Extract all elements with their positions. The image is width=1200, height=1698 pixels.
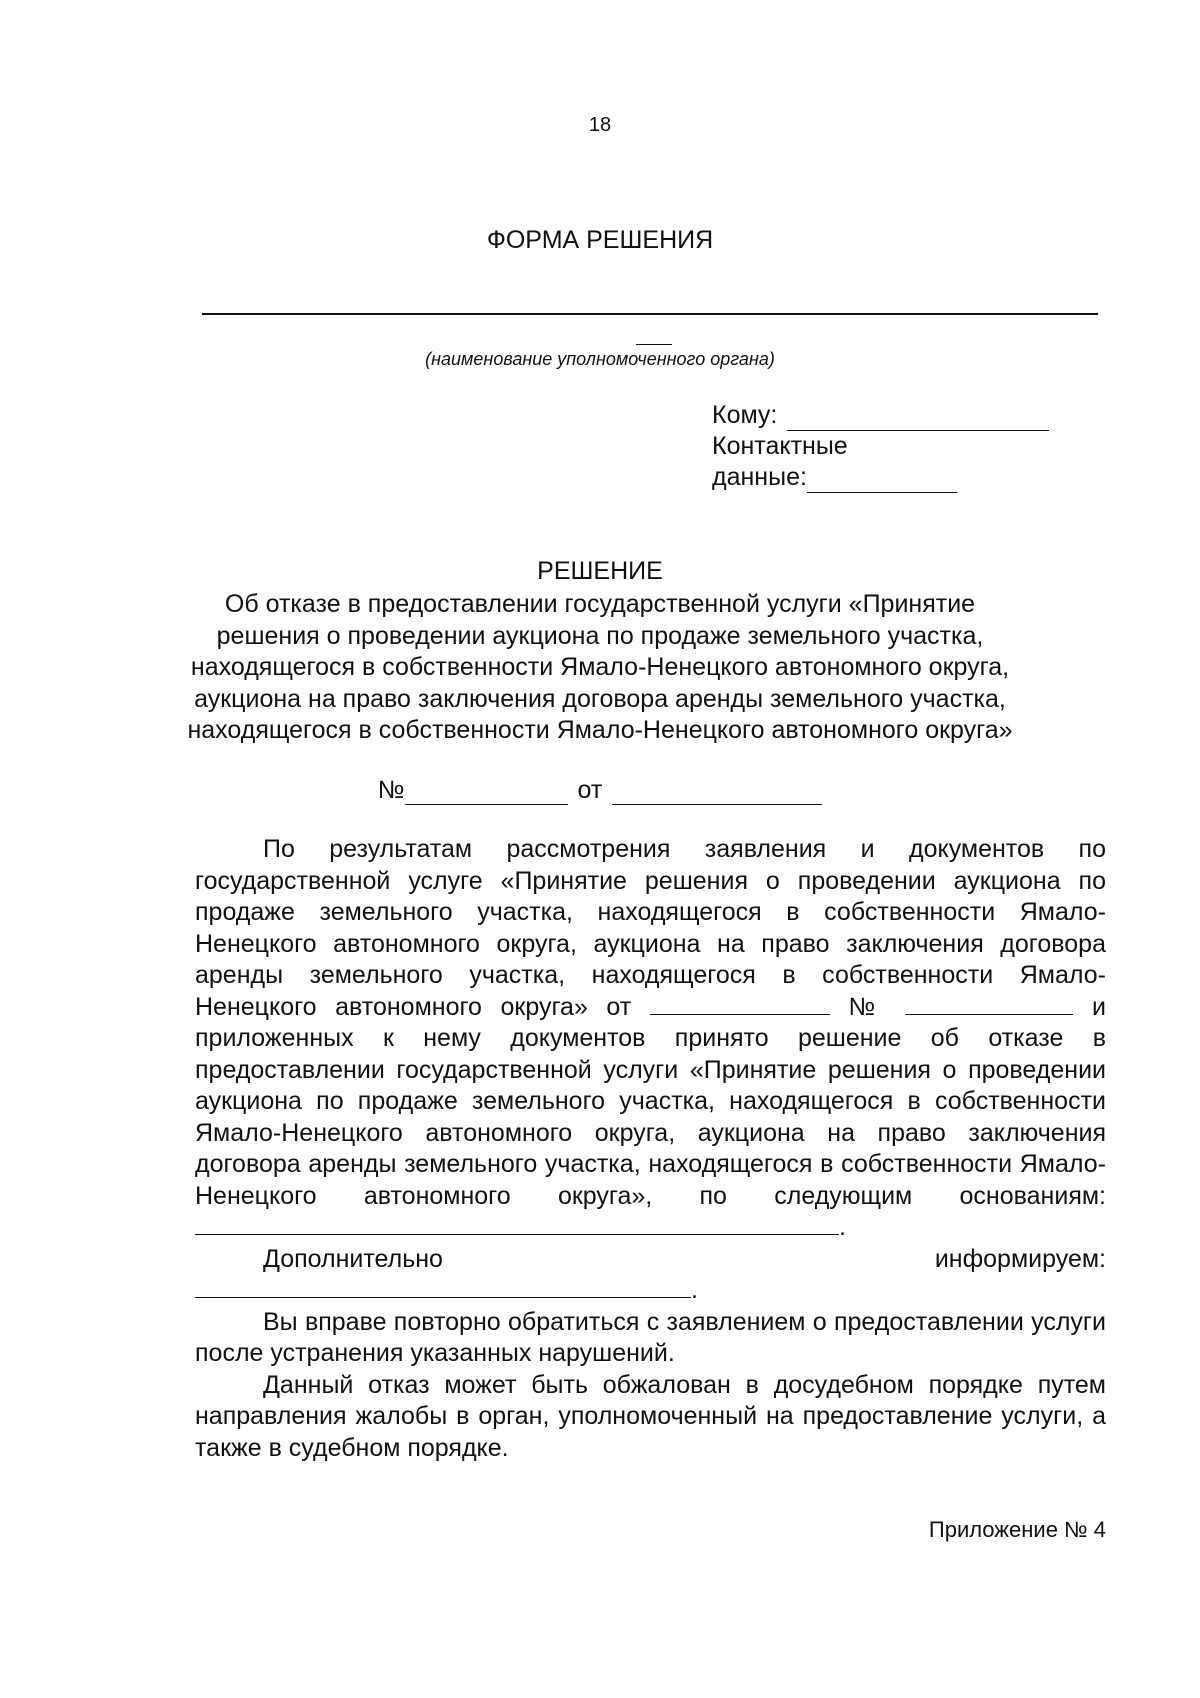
org-name-caption: (наименование уполномоченного органа) — [425, 349, 775, 369]
p1-date-blank — [650, 992, 830, 1015]
p2-info-blank — [195, 1275, 691, 1298]
recipient-block — [712, 400, 1049, 493]
p2-right: информируем: — [934, 1244, 1106, 1273]
recipient-to-row — [712, 400, 1049, 431]
body-paragraph-3: Вы вправе повторно обратиться с заявлением о предоставлении услуги после устранения указанных нарушений. — [195, 1307, 1106, 1367]
appendix-label: Приложение № 4 — [928, 1517, 1106, 1542]
p1-end: . — [839, 1213, 846, 1241]
recipient-contacts-label: Контактные — [712, 432, 848, 460]
decision-number-blank — [405, 780, 568, 805]
decision-number-label: № — [377, 776, 405, 804]
org-name-line-short — [636, 344, 672, 345]
recipient-contacts-row-1 — [712, 431, 1049, 462]
recipient-contacts-row-2 — [712, 462, 1049, 493]
body-paragraph-2-end — [195, 1275, 1106, 1307]
body-paragraph-2 — [195, 1244, 1106, 1276]
body-paragraph-1 — [195, 834, 1106, 1244]
p2-end: . — [691, 1276, 698, 1304]
decision-date-label: от — [577, 776, 603, 804]
p1-number-blank — [905, 992, 1073, 1015]
page-number: 18 — [588, 114, 612, 136]
p1-grounds-blank — [195, 1212, 839, 1235]
body-paragraph-4: Данный отказ может быть обжалован в досудебном порядке путем направления жалобы в орган, уполномоченный на предоставление услуги, а также в судебном порядке. — [195, 1370, 1106, 1462]
recipient-to-label: Кому: — [712, 401, 778, 429]
recipient-contacts-label-2: данные: — [712, 463, 807, 491]
body-text — [195, 834, 1106, 1464]
p2-left: Дополнительно — [263, 1244, 443, 1273]
decision-date-blank — [612, 780, 822, 805]
p1-start: По результатам рассмотрения заявления и документов по государственной услуге «Принятие решения о проведении аукциона по продаже земельного участка, находящегося в собственности Ямало-Ненецкого автономного округа, аукциона на право заключения договора аренды земельного участка, находящегося в собственности Ямало-Ненецкого автономного округа» от — [195, 835, 1106, 1021]
org-name-line — [202, 313, 1098, 315]
form-title: ФОРМА РЕШЕНИЯ — [486, 226, 714, 254]
p1-number-label: № — [848, 992, 887, 1021]
recipient-to-blank — [787, 406, 1049, 431]
decision-number-row — [0, 776, 1200, 805]
decision-subject: Об отказе в предоставлении государственной услуги «Принятие решения о проведении аукциона по продаже земельного участка, находящегося в собственности Ямало-Ненецкого автономного округа, аукциона на право заключения договора аренды земельного участка, находящегося в собственности Ямало-Ненецкого автономного округа» — [187, 590, 1013, 744]
p1-mid: и приложенных к нему документов принято решение об отказе в предоставлении государственной услуги «Принятие решения о проведении аукциона по продаже земельного участка, находящегося в собственности Ямало-Ненецкого автономного округа, аукциона на право заключения договора аренды земельного участка, находящегося в собственности Ямало-Ненецкого автономного округа», по следующим основаниям: — [195, 992, 1106, 1210]
recipient-contacts-blank — [807, 468, 957, 493]
decision-title: РЕШЕНИЕ — [537, 557, 663, 585]
